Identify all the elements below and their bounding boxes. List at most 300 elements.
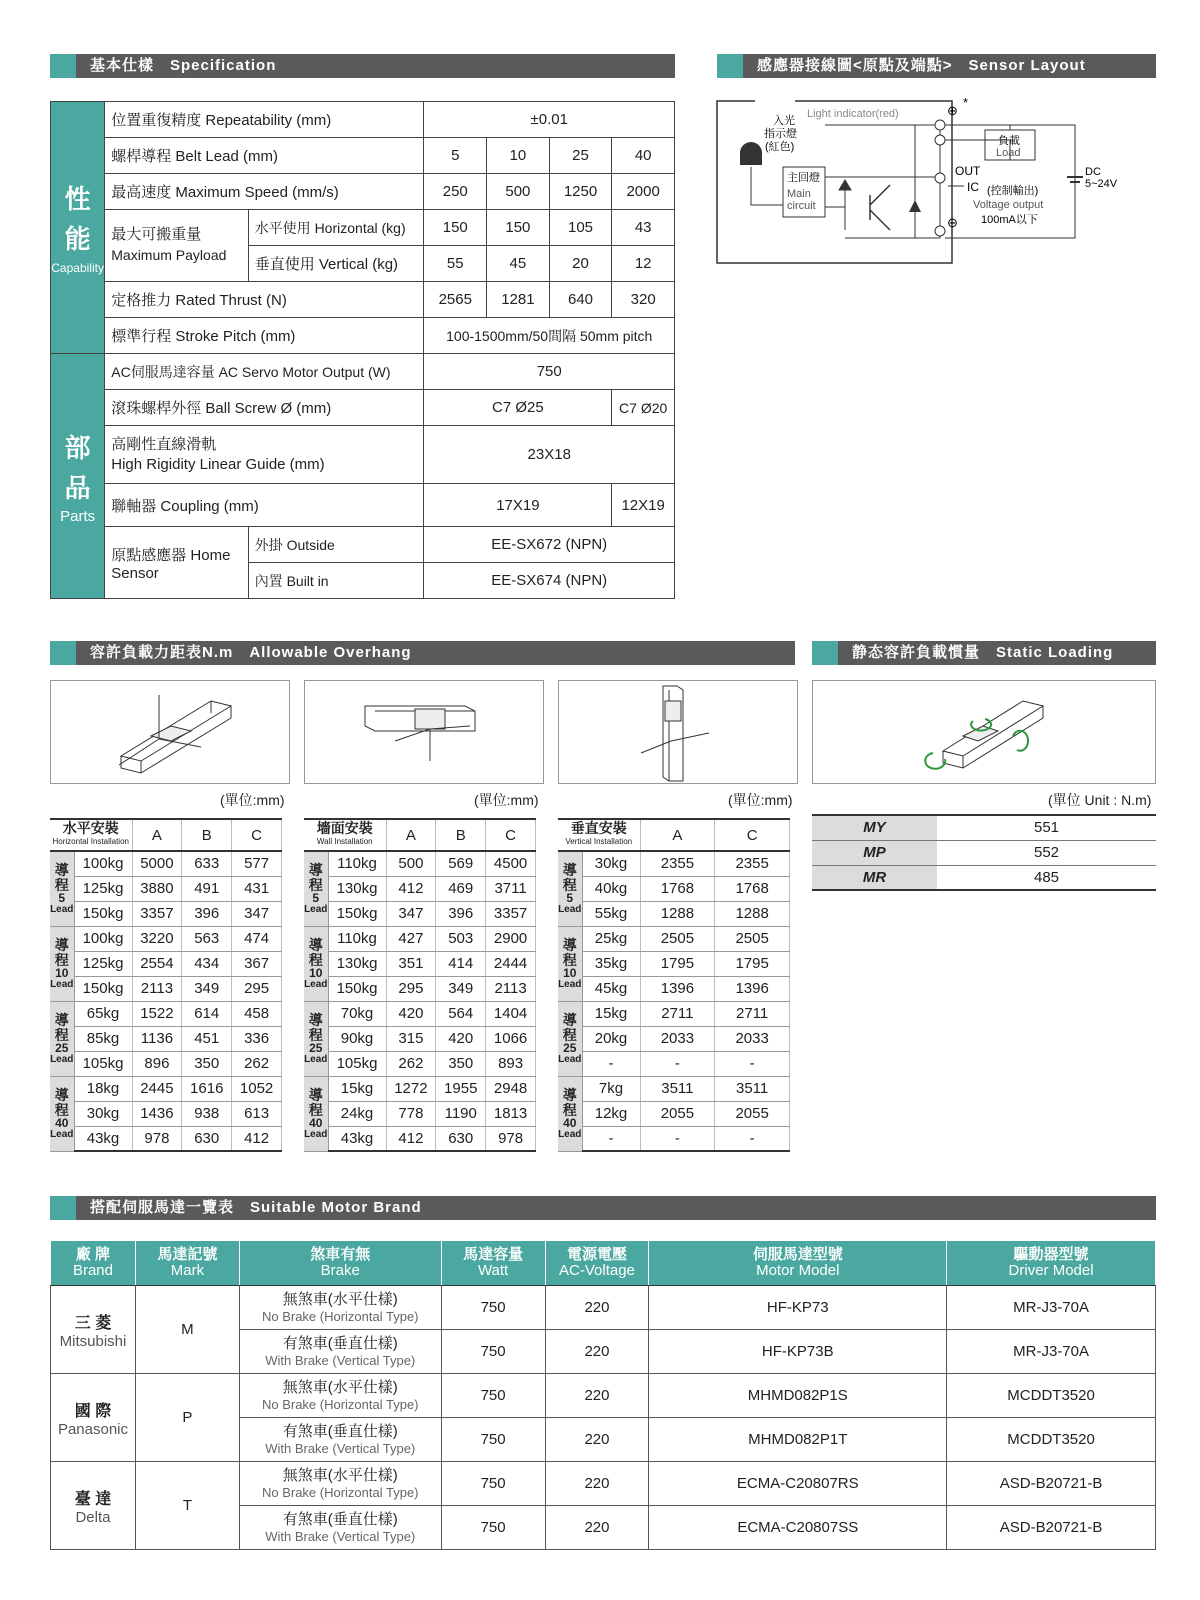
title-en: Horizontal Installation [52, 837, 129, 846]
load-cell: 55kg [582, 901, 640, 926]
lead-40: 40 [612, 138, 675, 174]
load-cell: 105kg [74, 1051, 132, 1076]
table-title [304, 821, 386, 849]
brand-cell [51, 1462, 136, 1550]
col-en: Mark [170, 1262, 205, 1279]
coupling-b: 12X19 [612, 484, 675, 527]
lead-char-2: 程 [54, 876, 69, 893]
lead-group [304, 926, 328, 1001]
speed-val: 1250 [549, 174, 612, 210]
value-cell: 2900 [486, 926, 536, 951]
guide-en: High Rigidity Linear Guide (mm) [111, 455, 325, 473]
lead-char-1: 導 [562, 1011, 577, 1028]
lead-group [50, 926, 74, 1001]
sensor-diagram [715, 95, 1160, 270]
horiz-val: 150 [487, 210, 550, 246]
builtin-label: 內置 Built in [248, 563, 424, 599]
table-row [50, 1026, 282, 1051]
lead-label: 螺桿導程 Belt Lead (mm) [105, 138, 424, 174]
brake-en: With Brake (Vertical Type) [265, 1528, 416, 1544]
col-en: Watt [477, 1262, 509, 1279]
vert-val: 55 [424, 246, 487, 282]
col-header: C [232, 819, 282, 851]
spec-table [50, 101, 675, 599]
table-row [304, 1076, 536, 1101]
thrust-label: 定格推力 Rated Thrust (N) [105, 282, 424, 318]
terminal-load [935, 135, 945, 145]
lead-group [558, 1001, 582, 1076]
table-row [304, 1026, 536, 1051]
value-cell: 315 [386, 1026, 436, 1051]
table-title-cell [50, 819, 132, 851]
value-cell: 1404 [486, 1001, 536, 1026]
value-cell: 1396 [715, 976, 790, 1001]
motor-col-header [649, 1241, 947, 1286]
value-cell: 367 [232, 951, 282, 976]
table-row [558, 1101, 790, 1126]
model-cell: ECMA-C20807RS [649, 1462, 947, 1506]
vert-label: 垂直使用 Vertical (kg) [248, 246, 424, 282]
terminal-minus [935, 226, 945, 236]
value-cell: 1795 [715, 951, 790, 976]
title-zh: 墻面安裝 [316, 820, 373, 836]
unit-vertical: (單位:mm) [728, 792, 793, 808]
value-cell: 1272 [386, 1076, 436, 1101]
value-cell: 563 [182, 926, 232, 951]
lead-value: 10 [309, 965, 323, 980]
load-cell: 18kg [74, 1076, 132, 1101]
col-en: Brand [72, 1262, 113, 1279]
value-cell: 2554 [132, 951, 182, 976]
vert-val: 20 [549, 246, 612, 282]
spec-header: 基本仕樣 Specification [50, 54, 675, 78]
lead-en: Lead [304, 978, 328, 990]
brand-zh: 臺 達 [74, 1490, 112, 1508]
main-en2: circuit [787, 200, 816, 212]
unit-static: (單位 Unit : N.m) [1048, 792, 1152, 808]
col-header: A [132, 819, 182, 851]
value-cell: 351 [386, 951, 436, 976]
volt-cell: 220 [545, 1374, 649, 1418]
lead-char-2: 程 [562, 951, 577, 968]
lead-char-1: 導 [54, 936, 69, 953]
static-illustration [813, 681, 1157, 785]
watt-cell: 750 [441, 1286, 545, 1330]
value-cell: 412 [232, 1126, 282, 1151]
lead-en: Lead [50, 1128, 74, 1140]
lead-group [558, 926, 582, 1001]
value-cell: 614 [182, 1001, 232, 1026]
value-cell: 1436 [132, 1101, 182, 1126]
lead-value: 40 [309, 1115, 323, 1130]
col-en: Driver Model [1008, 1262, 1094, 1279]
home-label: 原點感應器 Home Sensor [105, 527, 248, 599]
volt-cell: 220 [545, 1418, 649, 1462]
value-cell: 1955 [436, 1076, 486, 1101]
watt-cell: 750 [441, 1330, 545, 1374]
volt-label: 5~24V [1085, 178, 1118, 190]
title-zh: 垂直安裝 [570, 820, 627, 836]
table-row [50, 1101, 282, 1126]
vertical-rail [663, 686, 683, 781]
table-row [558, 851, 790, 876]
load-cell: 100kg [74, 926, 132, 951]
static-key: MP [812, 840, 937, 865]
model-cell: ECMA-C20807SS [649, 1506, 947, 1550]
lead-en: Lead [304, 1053, 328, 1065]
capability-char-2: 能 [64, 224, 91, 254]
load-cell: 25kg [582, 926, 640, 951]
value-cell: 613 [232, 1101, 282, 1126]
motor-row [51, 1374, 1156, 1418]
value-cell: 2055 [640, 1101, 715, 1126]
wall-slider [415, 709, 445, 729]
brand-cell [51, 1374, 136, 1462]
static-key: MY [812, 815, 937, 840]
table-row [558, 951, 790, 976]
static-diagram [812, 680, 1156, 784]
screw-a: C7 Ø25 [424, 390, 612, 426]
indicator: 指示燈 [764, 128, 797, 140]
brand-en: Panasonic [57, 1420, 129, 1438]
guide-label [105, 426, 424, 484]
value-cell: 1396 [640, 976, 715, 1001]
transistor-icon [870, 185, 890, 230]
table-row [50, 851, 282, 876]
watt-cell: 750 [441, 1462, 545, 1506]
value-cell: 427 [386, 926, 436, 951]
sensor-header: 感應器接線圖<原點及端點> Sensor Layout [717, 54, 1156, 78]
table-row [304, 951, 536, 976]
brake-en: With Brake (Vertical Type) [265, 1440, 416, 1456]
lead-char-2: 程 [562, 1101, 577, 1118]
horiz-val: 150 [424, 210, 487, 246]
lead-value: 25 [309, 1040, 323, 1055]
wall-table [304, 818, 536, 1152]
value-cell: 569 [436, 851, 486, 876]
value-cell: 262 [232, 1051, 282, 1076]
outside-label: 外掛 Outside [248, 527, 424, 563]
ic-label: IC [967, 180, 979, 194]
lead-en: Lead [558, 978, 582, 990]
value-cell: 2711 [640, 1001, 715, 1026]
table-row [558, 976, 790, 1001]
lead-group [50, 851, 74, 926]
value-cell: 630 [182, 1126, 232, 1151]
table-row [304, 1126, 536, 1151]
col-zh: 伺服馬達型號 [752, 1246, 843, 1263]
table-row [50, 951, 282, 976]
lead-value: 25 [55, 1040, 69, 1055]
lead-char-2: 程 [54, 1026, 69, 1043]
lead-char-1: 導 [308, 861, 323, 878]
value-cell: 2505 [715, 926, 790, 951]
load-cell: 15kg [582, 1001, 640, 1026]
value-cell: 420 [386, 1001, 436, 1026]
mark-cell: T [135, 1462, 239, 1550]
value-cell: 2113 [486, 976, 536, 1001]
col-en: AC-Voltage [559, 1262, 635, 1279]
screw-b: C7 Ø20 [612, 390, 675, 426]
brake-zh: 無煞車(水平仕樣) [282, 1466, 398, 1484]
wires [825, 125, 940, 238]
brake-zh: 有煞車(垂直仕樣) [282, 1510, 398, 1528]
value-cell: 349 [436, 976, 486, 1001]
outside-val: EE-SX672 (NPN) [424, 527, 675, 563]
value-cell: 336 [232, 1026, 282, 1051]
motor-col-header [441, 1241, 545, 1286]
model-cell: HF-KP73 [649, 1286, 947, 1330]
load-cell: 130kg [328, 951, 386, 976]
stroke-label: 標準行程 Stroke Pitch (mm) [105, 318, 424, 354]
value-cell: 295 [232, 976, 282, 1001]
coupling-a: 17X19 [424, 484, 612, 527]
lead-char-1: 導 [54, 861, 69, 878]
value-cell: 451 [182, 1026, 232, 1051]
value-cell: 978 [486, 1126, 536, 1151]
load-cell: 12kg [582, 1101, 640, 1126]
horiz-label: 水平使用 Horizontal (kg) [248, 210, 424, 246]
value-cell: 1768 [715, 876, 790, 901]
brake-zh: 有煞車(垂直仕樣) [282, 1422, 398, 1440]
lead-char-1: 導 [562, 936, 577, 953]
value-cell: 633 [182, 851, 232, 876]
brake-en: With Brake (Vertical Type) [265, 1352, 416, 1368]
wall-illustration [305, 681, 545, 785]
value-cell: - [640, 1126, 715, 1151]
value-cell: 3511 [715, 1076, 790, 1101]
mark-cell: P [135, 1374, 239, 1462]
driver-cell: MCDDT3520 [947, 1418, 1156, 1462]
main-zh: 主回燈 [787, 172, 820, 184]
horiz-val: 105 [549, 210, 612, 246]
header-row [558, 819, 790, 851]
driver-cell: MCDDT3520 [947, 1374, 1156, 1418]
lead-en: Lead [558, 1128, 582, 1140]
lead-char-1: 導 [562, 861, 577, 878]
value-cell: 1813 [486, 1101, 536, 1126]
lead-group [558, 1076, 582, 1151]
value-cell: 564 [436, 1001, 486, 1026]
brand-en: Mitsubishi [59, 1332, 127, 1350]
col-header: A [386, 819, 436, 851]
lead-value: 5 [58, 890, 66, 905]
value-cell: 2505 [640, 926, 715, 951]
brand-zh: 三 菱 [74, 1314, 112, 1332]
value-cell: 491 [182, 876, 232, 901]
brake-cell [239, 1330, 441, 1374]
value-cell: - [715, 1051, 790, 1076]
value-cell: 1136 [132, 1026, 182, 1051]
value-cell: 2033 [640, 1026, 715, 1051]
table-row [50, 901, 282, 926]
table-row [304, 1101, 536, 1126]
value-cell: 5000 [132, 851, 182, 876]
col-header: B [182, 819, 232, 851]
value-cell: 396 [436, 901, 486, 926]
lead-10: 10 [487, 138, 550, 174]
light-label: Light indicator(red) [807, 108, 899, 120]
value-cell: 3711 [486, 876, 536, 901]
ctrl-label: (控制輸出) [987, 185, 1039, 197]
table-row [304, 1051, 536, 1076]
motor-header-row [51, 1241, 1156, 1286]
value-cell: 893 [486, 1051, 536, 1076]
table-row [558, 1001, 790, 1026]
brake-zh: 無煞車(水平仕樣) [282, 1290, 398, 1308]
value-cell: 2033 [715, 1026, 790, 1051]
value-cell: 2055 [715, 1101, 790, 1126]
col-zh: 馬達容量 [463, 1246, 524, 1263]
value-cell: 434 [182, 951, 232, 976]
thrust-val: 320 [612, 282, 675, 318]
lead-group [304, 1001, 328, 1076]
value-cell: 3357 [132, 901, 182, 926]
lead-group [304, 1076, 328, 1151]
value-cell: 431 [232, 876, 282, 901]
vertical-illustration [559, 681, 799, 785]
table-row [50, 1001, 282, 1026]
table-row [558, 1026, 790, 1051]
static-val: 552 [937, 840, 1156, 865]
lead-group [304, 851, 328, 926]
brake-zh: 無煞車(水平仕樣) [282, 1378, 398, 1396]
brake-cell [239, 1286, 441, 1330]
volt-cell: 220 [545, 1506, 649, 1550]
load-cell: 100kg [74, 851, 132, 876]
load-cell: 65kg [74, 1001, 132, 1026]
col-zh: 廠 牌 [75, 1246, 111, 1263]
lead-value: 10 [55, 965, 69, 980]
value-cell: 1616 [182, 1076, 232, 1101]
vertical-table [558, 818, 790, 1152]
vertical-slider [665, 701, 681, 721]
brake-en: No Brake (Horizontal Type) [261, 1308, 419, 1324]
vertical-diagram [558, 680, 798, 784]
table-row [304, 1001, 536, 1026]
col-header: C [715, 819, 790, 851]
value-cell: 347 [232, 901, 282, 926]
value-cell: 577 [232, 851, 282, 876]
servo-label: AC伺服馬達容量 AC Servo Motor Output (W) [105, 354, 424, 390]
zener-icon [909, 200, 921, 212]
value-cell: 2711 [715, 1001, 790, 1026]
value-cell: 474 [232, 926, 282, 951]
col-zh: 煞車有無 [310, 1246, 371, 1263]
motor-row [51, 1462, 1156, 1506]
red: (紅色) [765, 141, 795, 153]
load-cell: 125kg [74, 876, 132, 901]
static-key: MR [812, 865, 937, 890]
load-cell: 150kg [328, 976, 386, 1001]
value-cell: 349 [182, 976, 232, 1001]
unit-wall: (單位:mm) [474, 792, 539, 808]
star: * [963, 95, 969, 110]
value-cell: 1288 [715, 901, 790, 926]
motor-col-header [947, 1241, 1156, 1286]
parts-char-1: 部 [64, 432, 91, 463]
col-zh: 電源電壓 [566, 1246, 627, 1263]
table-row [304, 976, 536, 1001]
wall-diagram [304, 680, 544, 784]
value-cell: 350 [182, 1051, 232, 1076]
capability-cell [51, 102, 105, 354]
value-cell: 1795 [640, 951, 715, 976]
lead-char-2: 程 [308, 876, 323, 893]
speed-val: 500 [487, 174, 550, 210]
load-zh: 負載 [998, 135, 1020, 147]
motor-row [51, 1286, 1156, 1330]
value-cell: 778 [386, 1101, 436, 1126]
value-cell: 503 [436, 926, 486, 951]
lead-en: Lead [558, 903, 582, 915]
brand-en: Delta [75, 1508, 111, 1526]
driver-cell: MR-J3-70A [947, 1330, 1156, 1374]
lead-char-2: 程 [562, 1026, 577, 1043]
load-cell: 70kg [328, 1001, 386, 1026]
dc-label: DC [1085, 166, 1101, 178]
value-cell: 350 [436, 1051, 486, 1076]
load-cell: 43kg [74, 1126, 132, 1151]
value-cell: 396 [182, 901, 232, 926]
load-cell: 110kg [328, 926, 386, 951]
value-cell: 1190 [436, 1101, 486, 1126]
value-cell: - [640, 1051, 715, 1076]
col-zh: 馬達記號 [157, 1246, 218, 1263]
driver-cell: ASD-B20721-B [947, 1462, 1156, 1506]
load-cell: 105kg [328, 1051, 386, 1076]
lead-char-2: 程 [54, 1101, 69, 1118]
static-table [812, 814, 1156, 891]
thrust-val: 640 [549, 282, 612, 318]
table-row [558, 876, 790, 901]
speed-val: 250 [424, 174, 487, 210]
table-row [50, 1076, 282, 1101]
static-header: 静态容許負載慣量 Static Loading [812, 641, 1156, 665]
lead-char-2: 程 [308, 1101, 323, 1118]
value-cell: 978 [132, 1126, 182, 1151]
brake-cell [239, 1418, 441, 1462]
parts-en: Parts [60, 507, 96, 525]
vout-label: Voltage output [973, 199, 1044, 211]
load-cell: 130kg [328, 876, 386, 901]
table-row [558, 926, 790, 951]
value-cell: 1288 [640, 901, 715, 926]
mr-arrow-icon [925, 753, 945, 769]
load-cell: 150kg [74, 976, 132, 1001]
guide-zh: 高剛性直線滑軌 [111, 435, 217, 453]
load-cell: 125kg [74, 951, 132, 976]
lead-en: Lead [50, 1053, 74, 1065]
unit-horizontal: (單位:mm) [220, 792, 285, 808]
horizontal-diagram [50, 680, 290, 784]
table-row [304, 901, 536, 926]
thrust-val: 1281 [487, 282, 550, 318]
table-row [50, 876, 282, 901]
horizontal-illustration [51, 681, 291, 785]
lead-char-1: 導 [562, 1086, 577, 1103]
value-cell: 262 [386, 1051, 436, 1076]
load-cell: 30kg [582, 851, 640, 876]
table-title [558, 821, 640, 849]
load-cell: 85kg [74, 1026, 132, 1051]
value-cell: 3511 [640, 1076, 715, 1101]
title-zh: 水平安裝 [62, 820, 119, 836]
title-en: Wall Installation [316, 837, 373, 846]
thrust-val: 2565 [424, 282, 487, 318]
value-cell: 1522 [132, 1001, 182, 1026]
lead-char-2: 程 [54, 951, 69, 968]
